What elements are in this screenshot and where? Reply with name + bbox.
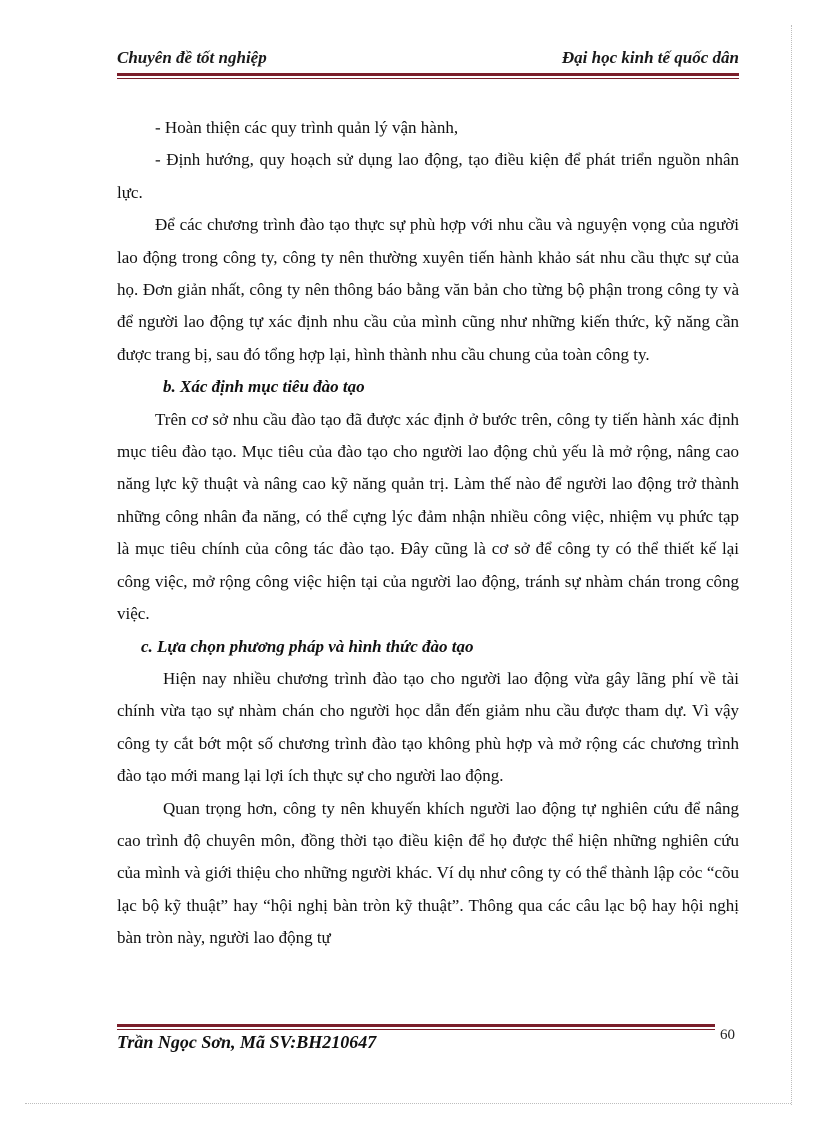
page-border-right bbox=[791, 25, 792, 1105]
body-paragraph: Quan trọng hơn, công ty nên khuyến khích người lao động tự nghiên cứu để nâng cao trình độ chuyên môn, đồng thời tạo điều kiện để họ được thể hiện những nghiên cứu của mình và giới thiệu cho những người khác. Ví dụ như công ty có thể thành lập cỏc “cõu lạc bộ kỹ thuật” hay “hội nghị bàn tròn kỹ thuật”. Thông qua các câu lạc bộ hay hội nghị bàn tròn này, người lao động tự bbox=[117, 798, 739, 948]
bullet-item: - Định hướng, quy hoạch sử dụng lao động, tạo điều kiện để phát triển nguồn nhân lực. bbox=[117, 150, 739, 202]
footer-rule-thin bbox=[117, 1029, 715, 1030]
footer-author: Trần Ngọc Sơn, Mã SV:BH210647 bbox=[117, 1032, 377, 1052]
footer-rule-thick bbox=[117, 1024, 715, 1027]
page-header bbox=[117, 48, 739, 72]
page-body bbox=[117, 112, 739, 955]
body-paragraph: Trên cơ sở nhu cầu đào tạo đã được xác định ở bước trên, công ty tiến hành xác định mục tiêu đào tạo. Mục tiêu của đào tạo cho người lao động chủ yếu là mở rộng, nâng cao năng lực kỹ thuật và nâng cao kỹ năng quản trị. Làm thế nào để người lao động trở thành những công nhân đa năng, có thể cựng lýc đảm nhận nhiều công việc, nhiệm vụ phức tạp là mục tiêu chính của công tác đào tạo. Đây cũng là cơ sở để công ty có thể thiết kế lại công việc, mở rộng công việc hiện tại của người lao động, tránh sự nhàm chán trong công việc. bbox=[117, 409, 739, 624]
body-paragraph: Hiện nay nhiều chương trình đào tạo cho người lao động vừa gây lãng phí về tài chính vừa tạo sự nhàm chán cho người học dẫn đến giảm nhu cầu được tham dự. Vì vậy công ty cắt bớt một số chương trình đào tạo không phù hợp và mở rộng các chương trình đào tạo mới mang lại lợi ích thực sự cho người lao động. bbox=[117, 668, 739, 786]
header-left-title: Chuyên đề tốt nghiệp bbox=[117, 48, 267, 67]
page-border-bottom bbox=[25, 1103, 791, 1104]
body-paragraph: Để các chương trình đào tạo thực sự phù hợp với nhu cầu và nguyện vọng của người lao động trong công ty, công ty nên thường xuyên tiến hành khảo sát nhu cầu thực sự của họ. Đơn giản nhất, công ty nên thông báo bằng văn bản cho từng bộ phận trong công ty và để người lao động tự xác định nhu cầu của mình cũng như những kiến thức, kỹ năng cần được trang bị, sau đó tổng hợp lại, hình thành nhu cầu chung của toàn công ty. bbox=[117, 215, 739, 364]
header-rule-thick bbox=[117, 73, 739, 76]
section-heading-b: b. Xác định mục tiêu đào tạo bbox=[163, 377, 365, 397]
header-rule-thin bbox=[117, 78, 739, 79]
header-right-title: Đại học kinh tế quốc dân bbox=[561, 48, 739, 67]
section-heading-c: c. Lựa chọn phương pháp và hình thức đào tạo bbox=[141, 636, 474, 656]
bullet-item: - Hoàn thiện các quy trình quản lý vận hành, bbox=[155, 118, 459, 137]
page-number: 60 bbox=[720, 1027, 735, 1043]
